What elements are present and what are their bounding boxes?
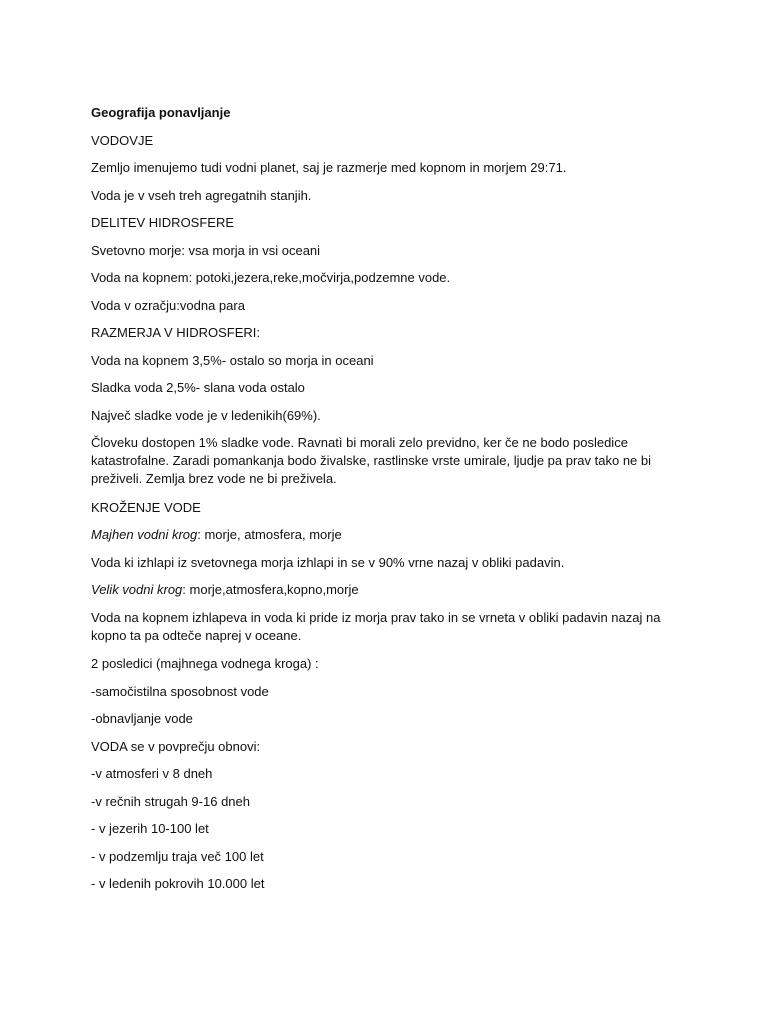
majhen-krog-text: : morje, atmosfera, morje (197, 527, 342, 542)
paragraph-agregatna-stanja: Voda je v vseh treh agregatnih stanjih. (91, 187, 312, 203)
section-heading-delitev: DELITEV HIDROSFERE (91, 215, 235, 230)
list-item-obnova: - v jezerih 10-100 let (91, 821, 209, 836)
paragraph-izhlapevanje-morja: Voda ki izhlapi iz svetovnega morja izhlapi in se v 90% vrne nazaj v obliki padavin. (91, 554, 565, 570)
paragraph-posledici: 2 posledici (majhnega vodnega kroga) : (91, 656, 319, 671)
paragraph-voda-v-ozracju: Voda v ozračju:vodna para (91, 297, 245, 313)
section-heading-vodovje: VODOVJE (91, 132, 154, 148)
velik-krog-text: : morje,atmosfera,kopno,morje (182, 582, 359, 597)
paragraph-svetovno-morje: Svetovno morje: vsa morja in vsi oceani (91, 242, 321, 258)
paragraph-voda-na-kopnem: Voda na kopnem: potoki,jezera,reke,močvirja,podzemne vode. (91, 270, 451, 285)
list-item-samociscilna: -samočistilna sposobnost vode (91, 683, 269, 699)
list-item-obnova: -v atmosferi v 8 dneh (91, 766, 213, 781)
velik-krog-label: Velik vodni krog (91, 582, 183, 597)
paragraph-razmerje-sladka: Sladka voda 2,5%- slana voda ostalo (91, 380, 305, 395)
paragraph-izhlapevanje-kopna: Voda na kopnem izhlapeva in voda ki pride iz morja prav tako in se vrneta v obliki padavin nazaj na kopno ta pa odteče naprej v oceane. (91, 609, 661, 643)
document-title: Geografija ponavljanje (91, 105, 231, 120)
list-item-obnova: - v podzemlju traja več 100 let (91, 848, 264, 864)
paragraph-planet: Zemljo imenujemo tudi vodni planet, saj je razmerje med kopnom in morjem 29:71. (91, 160, 567, 175)
section-heading-krozenje: KROŽENJE VODE (91, 499, 201, 515)
paragraph-majhen-krog (91, 526, 691, 543)
list-item-obnavljanje: -obnavljanje vode (91, 711, 193, 726)
paragraph-razmerje-kopno: Voda na kopnem 3,5%- ostalo so morja in oceani (91, 352, 374, 368)
majhen-krog-label: Majhen vodni krog (91, 527, 198, 542)
paragraph-ledeniki: Največ sladke vode je v ledenikih(69%). (91, 407, 321, 423)
document-body (91, 104, 691, 903)
section-heading-razmerja: RAZMERJA V HIDROSFERI: (91, 325, 261, 340)
paragraph-obnova-heading: VODA se v povprečju obnovi: (91, 738, 261, 754)
list-item-obnova: -v rečnih strugah 9-16 dneh (91, 793, 250, 809)
paragraph-velik-krog (91, 581, 691, 598)
paragraph-cloveku-dostopen: Človeku dostopen 1% sladke vode. Ravnatì bi morali zelo previdno, ker če ne bodo posledice katastrofalne. Zaradi pomankanja bodo živalske, rastlinske vrste umirale, ljudje pa prav tako ne bi preživeli. Zemlja brez vode ne bi preživela. (91, 435, 652, 486)
list-item-obnova: - v ledenih pokrovih 10.000 let (91, 876, 265, 891)
